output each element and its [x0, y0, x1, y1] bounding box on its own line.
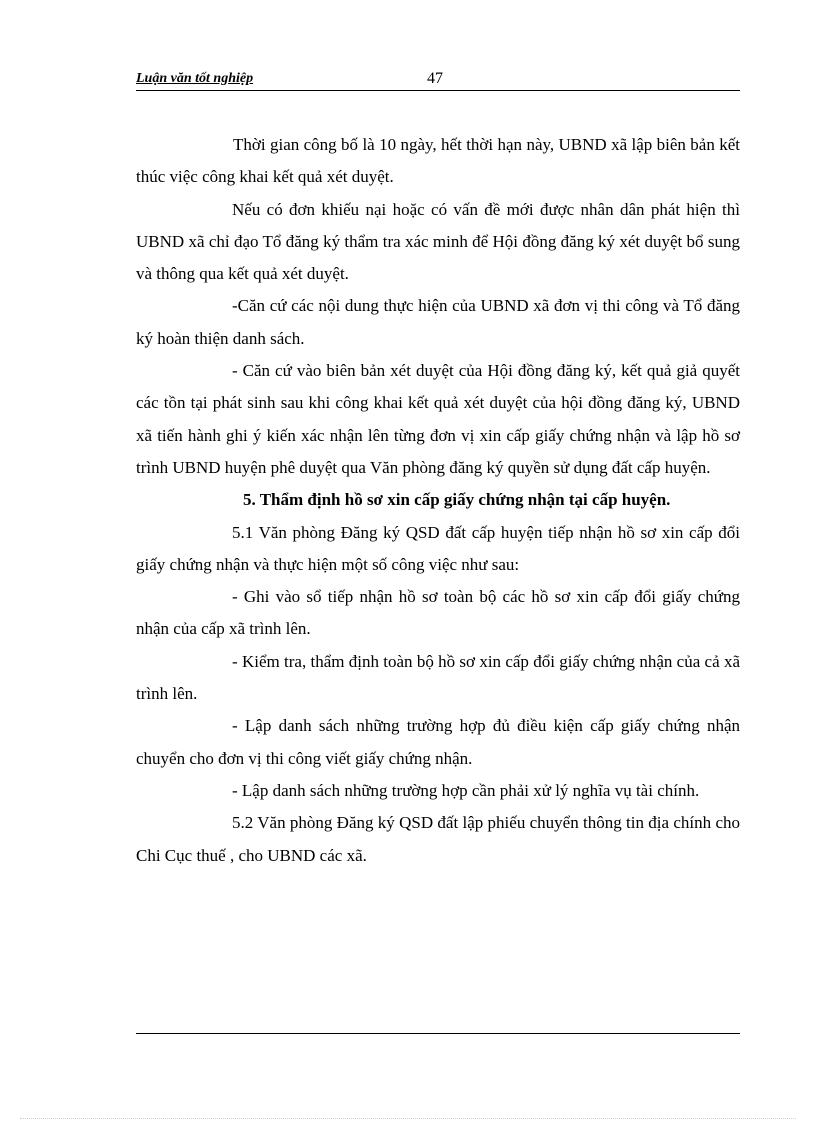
page-bottom-border [20, 1118, 796, 1119]
paragraph-announcement-period: Thời gian công bố là 10 ngày, hết thời hạn này, UBND xã lập biên bản kết thúc việc công khai kết quả xét duyệt. [136, 135, 740, 187]
paragraph-inspection: - Kiểm tra, thẩm định toàn bộ hồ sơ xin cấp đổi giấy chứng nhận của cả xã trình lên. [136, 651, 740, 704]
paragraph-commune-confirmation: - Căn cứ vào biên bản xét duyệt của Hội đồng đăng ký, kết quả giả quyết các tồn tại phát sinh sau khi công khai kết quả xét duyệt của hội đồng đăng ký, UBND xã tiến hành ghi ý kiến xác nhận lên từng đơn vị xin cấp giấy chứng nhận và lập hồ sơ trình UBND huyện phê duyệt qua Văn phòng đăng ký quyền sử dụng đất cấp huyện. [136, 361, 740, 477]
paragraph-registration-office-tasks: 5.1 Văn phòng Đăng ký QSD đất cấp huyện tiếp nhận hồ sơ xin cấp đổi giấy chứng nhận và thực hiện một số công việc như sau: [136, 522, 740, 574]
document-body [136, 129, 740, 872]
document-title: Luận văn tốt nghiệp [136, 71, 254, 86]
section-heading-district-appraisal: 5. Thẩm định hồ sơ xin cấp giấy chứng nhận tại cấp huyện. [243, 490, 671, 510]
page-header [136, 70, 740, 91]
paragraph-tax-transfer: 5.2 Văn phòng Đăng ký QSD đất lập phiếu chuyển thông tin địa chính cho Chi Cục thuế , cho UBND các xã. [136, 813, 740, 865]
paragraph-financial-obligations: - Lập danh sách những trường hợp cần phải xử lý nghĩa vụ tài chính. [232, 780, 700, 800]
paragraph-record-intake: - Ghi vào sổ tiếp nhận hồ sơ toàn bộ các hồ sơ xin cấp đổi giấy chứng nhận của cấp xã trình lên. [136, 587, 740, 639]
paragraph-complaints: Nếu có đơn khiếu nại hoặc có vấn đề mới được nhân dân phát hiện thì UBND xã chỉ đạo Tổ đăng ký thẩm tra xác minh để Hội đồng đăng ký xét duyệt bổ sung và thông qua kết quả xét duyệt. [136, 199, 740, 284]
footer-divider [136, 1033, 740, 1034]
paragraph-finalize-list: -Căn cứ các nội dung thực hiện của UBND xã đơn vị thi công và Tổ đăng ký hoàn thiện danh sách. [136, 296, 740, 348]
page-number: 47 [427, 70, 443, 87]
paragraph-eligible-list: - Lập danh sách những trường hợp đủ điều kiện cấp giấy chứng nhận chuyển cho đơn vị thi công viết giấy chứng nhận. [136, 716, 740, 768]
